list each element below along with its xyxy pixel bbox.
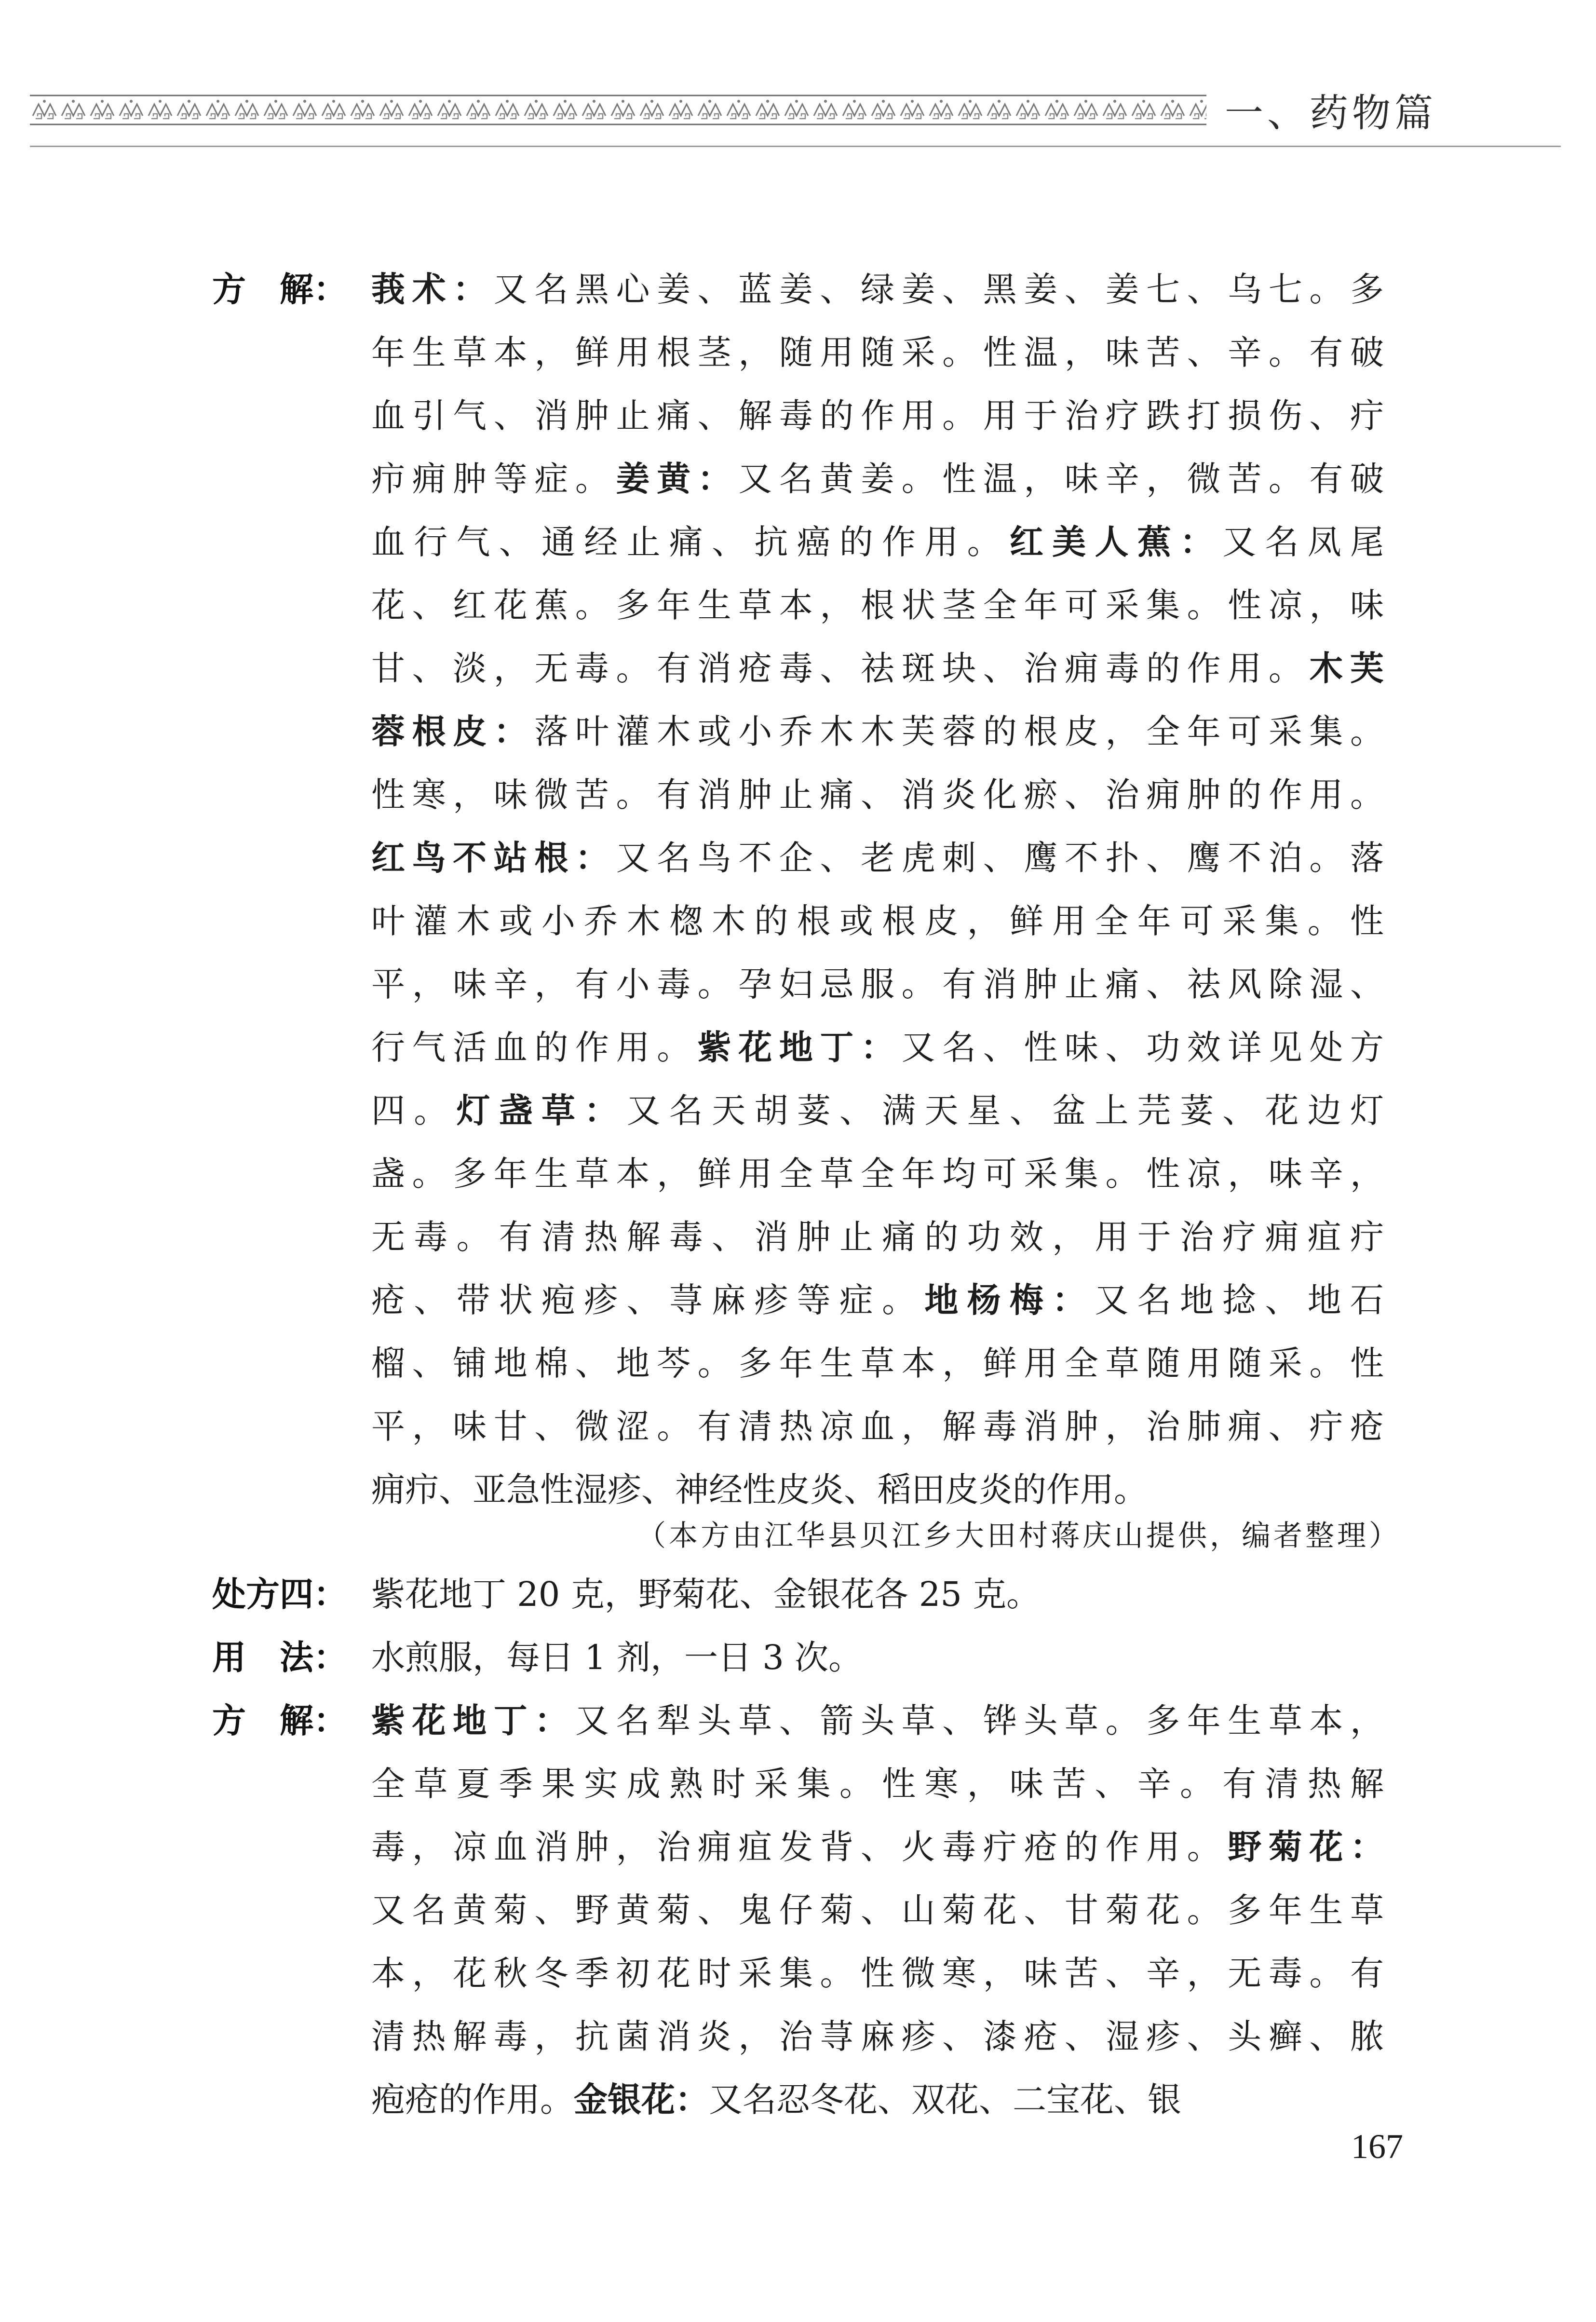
line-text: 又名黄菊、野黄菊、鬼仔菊、山菊花、甘菊花。多年生草: [371, 1890, 1384, 1930]
text-line: [371, 827, 1384, 890]
text-line: [371, 1563, 1384, 1626]
text-line: [371, 1816, 1384, 1879]
text-line: [371, 1942, 1384, 2005]
line-text: 平，味辛，有小毒。孕妇忌服。有消肿止痛、祛风除湿、: [371, 964, 1384, 1004]
herb-term: 蓉根皮：: [371, 712, 535, 751]
text-line: [371, 1879, 1384, 1942]
text-line: [371, 1079, 1384, 1142]
text-line: [371, 1269, 1384, 1332]
line-text: 又名凤尾: [1222, 522, 1384, 562]
line-text: 四。: [371, 1091, 457, 1130]
line-text: 又名地捻、地石: [1095, 1280, 1384, 1320]
block-text: [371, 258, 1384, 1521]
text-line: [371, 953, 1384, 1016]
block-label: 方 解：: [212, 270, 347, 309]
block-text: [371, 1563, 1384, 1626]
text-line: [371, 258, 1384, 321]
line-text: 又名天胡荽、满天星、盆上芫荽、花边灯: [626, 1091, 1384, 1130]
herb-term: 金银花：: [574, 2080, 709, 2119]
line-text: 全草夏季果实成熟时采集。性寒，味苦、辛。有清热解: [371, 1764, 1384, 1804]
text-line: [371, 1142, 1384, 1206]
text-line: [371, 1332, 1384, 1395]
text-line: [371, 511, 1384, 574]
line-text: 又名黑心姜、蓝姜、绿姜、黑姜、姜七、乌七。多: [493, 270, 1384, 309]
line-text: 行气活血的作用。: [371, 1028, 698, 1067]
herb-term: 红美人蕉：: [1009, 522, 1223, 562]
line-text: 叶灌木或小乔木楤木的根或根皮，鲜用全年可采集。性: [371, 901, 1384, 941]
herb-term: 莪术：: [371, 270, 494, 309]
line-text: 盏。多年生草本，鲜用全草全年均可采集。性凉，味辛，: [371, 1154, 1384, 1194]
text-line: [371, 2068, 1384, 2132]
herb-term: 紫花地丁：: [371, 1701, 575, 1740]
line-text: 水煎服，每日 1 剂，一日 3 次。: [371, 1638, 863, 1677]
line-text: 甘、淡，无毒。有消疮毒、祛斑块、治痈毒的作用。: [371, 649, 1310, 688]
text-line: [371, 448, 1384, 511]
text-line: [371, 700, 1384, 763]
line-text: 疱疮的作用。: [371, 2080, 574, 2119]
text-line: [371, 2005, 1384, 2068]
text-line: [371, 890, 1384, 953]
line-text: 紫花地丁 20 克，野菊花、金银花各 25 克。: [371, 1575, 1041, 1614]
block-label: 用 法：: [212, 1638, 347, 1677]
ornament-border-icon: [30, 91, 1206, 129]
line-text: 花、红花蕉。多年生草本，根状茎全年可采集。性凉，味: [371, 585, 1384, 625]
block-label: 处方四：: [212, 1575, 347, 1614]
text-line: [371, 637, 1384, 700]
page-number: 167: [1351, 2127, 1403, 2166]
text-line: [371, 384, 1384, 448]
line-text: 血引气、消肿止痛、解毒的作用。用于治疗跌打损伤、疔: [371, 396, 1384, 435]
line-text: 年生草本，鲜用根茎，随用随采。性温，味苦、辛。有破: [371, 333, 1384, 372]
text-line: [371, 1689, 1384, 1752]
line-text: 性寒，味微苦。有消肿止痛、消炎化瘀、治痈肿的作用。: [371, 775, 1384, 815]
line-text: 落叶灌木或小乔木木芙蓉的根皮，全年可采集。: [534, 712, 1384, 751]
text-line: [371, 321, 1384, 384]
line-text: 平，味甘、微涩。有清热凉血，解毒消肿，治肺痈、疔疮: [371, 1407, 1384, 1446]
text-line: [371, 1206, 1384, 1269]
herb-term: 姜黄：: [616, 459, 739, 499]
line-text: 又名黄姜。性温，味辛，微苦。有破: [738, 459, 1384, 499]
header-divider: [30, 146, 1561, 147]
line-text: 血行气、通经止痛、抗癌的作用。: [371, 522, 1010, 562]
line-text: 榴、铺地棉、地芩。多年生草本，鲜用全草随用随采。性: [371, 1344, 1384, 1383]
text-line: [371, 574, 1384, 637]
herb-term: 红鸟不站根：: [371, 838, 616, 878]
herb-term: 紫花地丁：: [697, 1028, 902, 1067]
line-text: 疖痈肿等症。: [371, 459, 616, 499]
section-title: 一、药物篇: [1225, 91, 1437, 136]
text-line: [371, 1016, 1384, 1079]
line-text: 无毒。有清热解毒、消肿止痛的功效，用于治疗痈疽疔: [371, 1217, 1384, 1257]
line-text: 又名鸟不企、老虎刺、鹰不扑、鹰不泊。落: [616, 838, 1384, 878]
line-text: 又名忍冬花、双花、二宝花、银: [709, 2080, 1181, 2119]
block-text: [371, 1626, 1384, 1689]
line-text: 又名犁头草、箭头草、铧头草。多年生草本，: [575, 1701, 1384, 1740]
header-ornament-band: [30, 91, 1206, 129]
line-text: 清热解毒，抗菌消炎，治荨麻疹、漆疮、湿疹、头癣、脓: [371, 2017, 1384, 2056]
text-line: [371, 1395, 1384, 1458]
herb-term: 木芙: [1309, 649, 1384, 688]
text-line: [371, 1752, 1384, 1816]
line-text: 又名、性味、功效详见处方: [901, 1028, 1384, 1067]
line-text: 疮、带状疱疹、荨麻疹等症。: [371, 1280, 925, 1320]
text-line: [371, 763, 1384, 827]
herb-term: 野菊花：: [1228, 1827, 1384, 1867]
herb-term: 灯盏草：: [456, 1091, 627, 1130]
block-text: [371, 1689, 1384, 2132]
source-note: （本方由江华县贝江乡大田村蒋庆山提供，编者整理）: [637, 1519, 1401, 1553]
line-text: 痈疖、亚急性湿疹、神经性皮炎、稻田皮炎的作用。: [371, 1470, 1148, 1509]
line-text: 本，花秋冬季初花时采集。性微寒，味苦、辛，无毒。有: [371, 1954, 1384, 1993]
herb-term: 地杨梅：: [924, 1280, 1095, 1320]
text-line: [371, 1626, 1384, 1689]
line-text: 毒，凉血消肿，治痈疽发背、火毒疔疮的作用。: [371, 1827, 1228, 1867]
block-label: 方 解：: [212, 1701, 347, 1740]
